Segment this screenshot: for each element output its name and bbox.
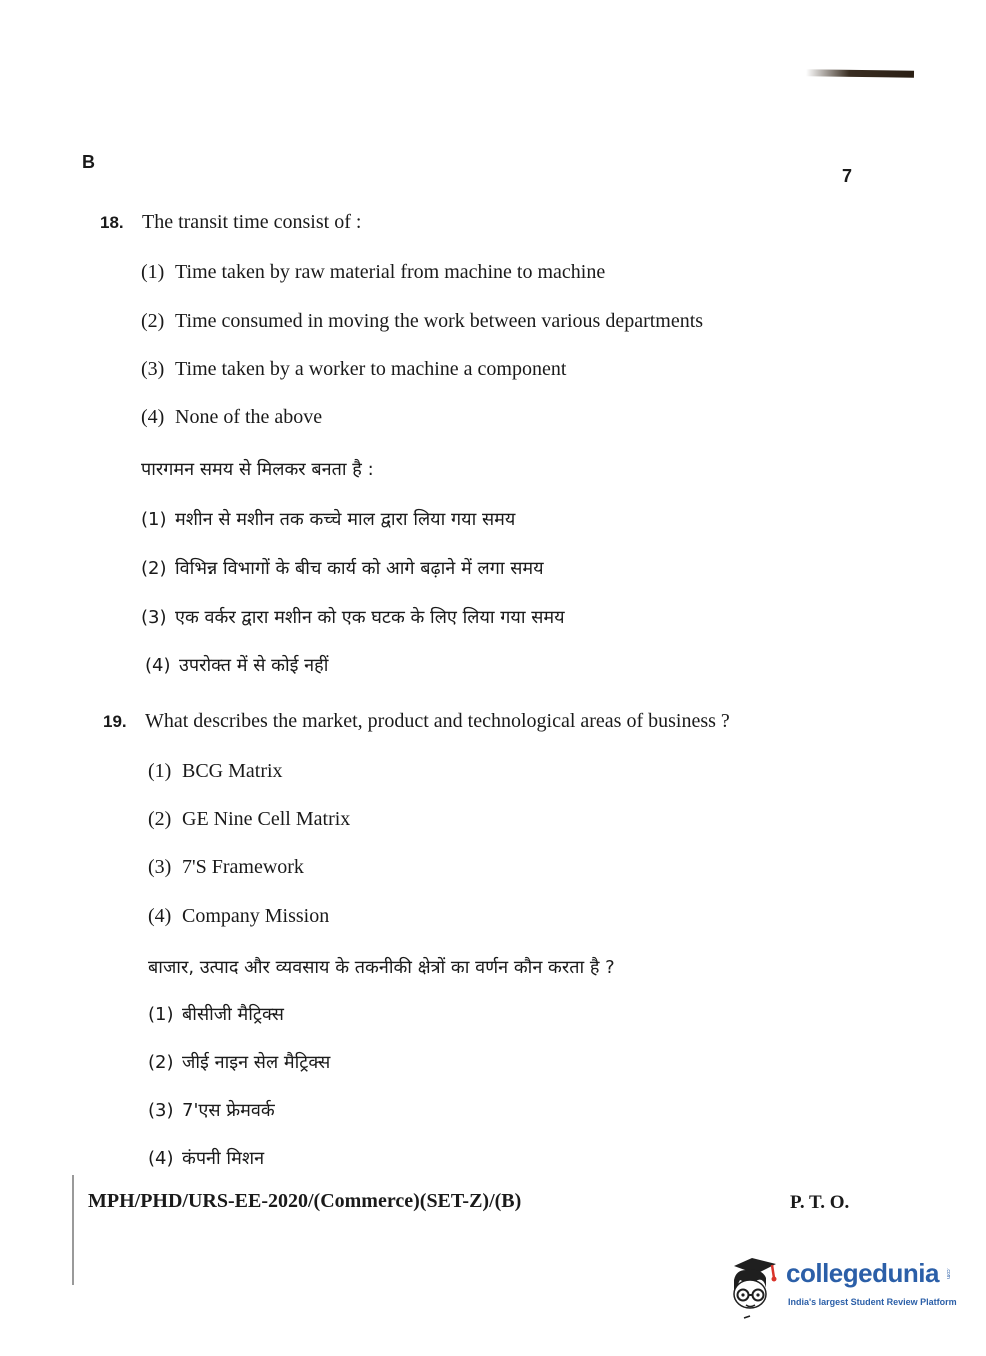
option-number: (4) (148, 905, 172, 927)
option-text: बीसीजी मैट्रिक्स (182, 1004, 284, 1025)
option-number: (2) (148, 1052, 174, 1073)
option-text: None of the above (175, 406, 323, 428)
question-number: 18. (100, 213, 124, 232)
option-hi-4 (145, 653, 328, 677)
option-number: (1) (141, 509, 167, 530)
question-text-hi: पारगमन समय से मिलकर बनता है : (141, 459, 374, 480)
option-number: (3) (141, 358, 165, 380)
paper-code: MPH/PHD/URS-EE-2020/(Commerce)(SET-Z)/(B) (88, 1190, 522, 1212)
option-number: (4) (148, 1148, 174, 1169)
question-text-en (103, 710, 730, 733)
option-text: उपरोक्त में से कोई नहीं (179, 655, 329, 676)
option-text: Time consumed in moving the work between various departments (175, 310, 704, 332)
option-text: 7'एस फ्रेमवर्क (182, 1100, 275, 1121)
option-hi-2 (148, 1050, 330, 1074)
option-text: जीई नाइन सेल मैट्रिक्स (182, 1052, 331, 1073)
option-en-4 (148, 905, 329, 928)
option-hi-4 (148, 1146, 264, 1170)
collegedunia-logo (728, 1248, 958, 1328)
pto-label: P. T. O. (790, 1192, 850, 1213)
option-en-3 (141, 358, 566, 381)
option-number: (3) (148, 856, 172, 878)
option-en-2 (141, 310, 703, 333)
question-stem: The transit time consist of : (142, 211, 362, 233)
mascot-icon (728, 1248, 784, 1328)
option-hi-1 (141, 507, 515, 531)
option-text: 7'S Framework (182, 856, 304, 878)
option-en-1 (148, 760, 283, 783)
option-hi-3 (148, 1098, 275, 1122)
option-number: (4) (141, 406, 165, 428)
option-number: (2) (141, 558, 167, 579)
option-en-3 (148, 856, 304, 879)
option-en-1 (141, 261, 605, 284)
question-text-hi: बाजार, उत्पाद और व्यवसाय के तकनीकी क्षेत्रों का वर्णन कौन करता है ? (148, 957, 615, 978)
brand-suffix: .com (945, 1268, 951, 1279)
option-hi-1 (148, 1002, 284, 1026)
question-stem: What describes the market, product and technological areas of business ? (145, 710, 730, 732)
brand-tagline: India's largest Student Review Platform (788, 1297, 957, 1307)
option-number: (1) (141, 261, 165, 283)
option-number: (3) (141, 607, 167, 628)
option-text: Company Mission (182, 905, 330, 927)
option-number: (1) (148, 1004, 174, 1025)
option-text: मशीन से मशीन तक कच्चे माल द्वारा लिया गया समय (175, 509, 516, 530)
question-number: 19. (103, 712, 127, 731)
option-en-2 (148, 808, 350, 831)
option-number: (3) (148, 1100, 174, 1121)
brand-name: collegedunia (786, 1258, 939, 1288)
option-text: एक वर्कर द्वारा मशीन को एक घटक के लिए लिया गया समय (175, 607, 565, 628)
option-text: BCG Matrix (182, 760, 283, 782)
option-number: (2) (141, 310, 165, 332)
option-text: Time taken by raw material from machine to machine (175, 261, 606, 283)
option-hi-3 (141, 605, 565, 629)
option-text: Time taken by a worker to machine a component (175, 358, 567, 380)
option-number: (2) (148, 808, 172, 830)
option-text: विभिन्न विभागों के बीच कार्य को आगे बढ़ाने में लगा समय (175, 558, 544, 579)
option-number: (4) (145, 655, 171, 676)
page-number: 7 (842, 166, 853, 186)
option-text: कंपनी मिशन (182, 1148, 265, 1169)
option-text: GE Nine Cell Matrix (182, 808, 351, 830)
scan-edge-line (72, 1175, 74, 1285)
series-label: B (82, 152, 95, 172)
option-en-4 (141, 406, 322, 429)
scan-mark (806, 69, 914, 78)
question-text-en (100, 211, 361, 234)
option-number: (1) (148, 760, 172, 782)
option-hi-2 (141, 556, 544, 580)
